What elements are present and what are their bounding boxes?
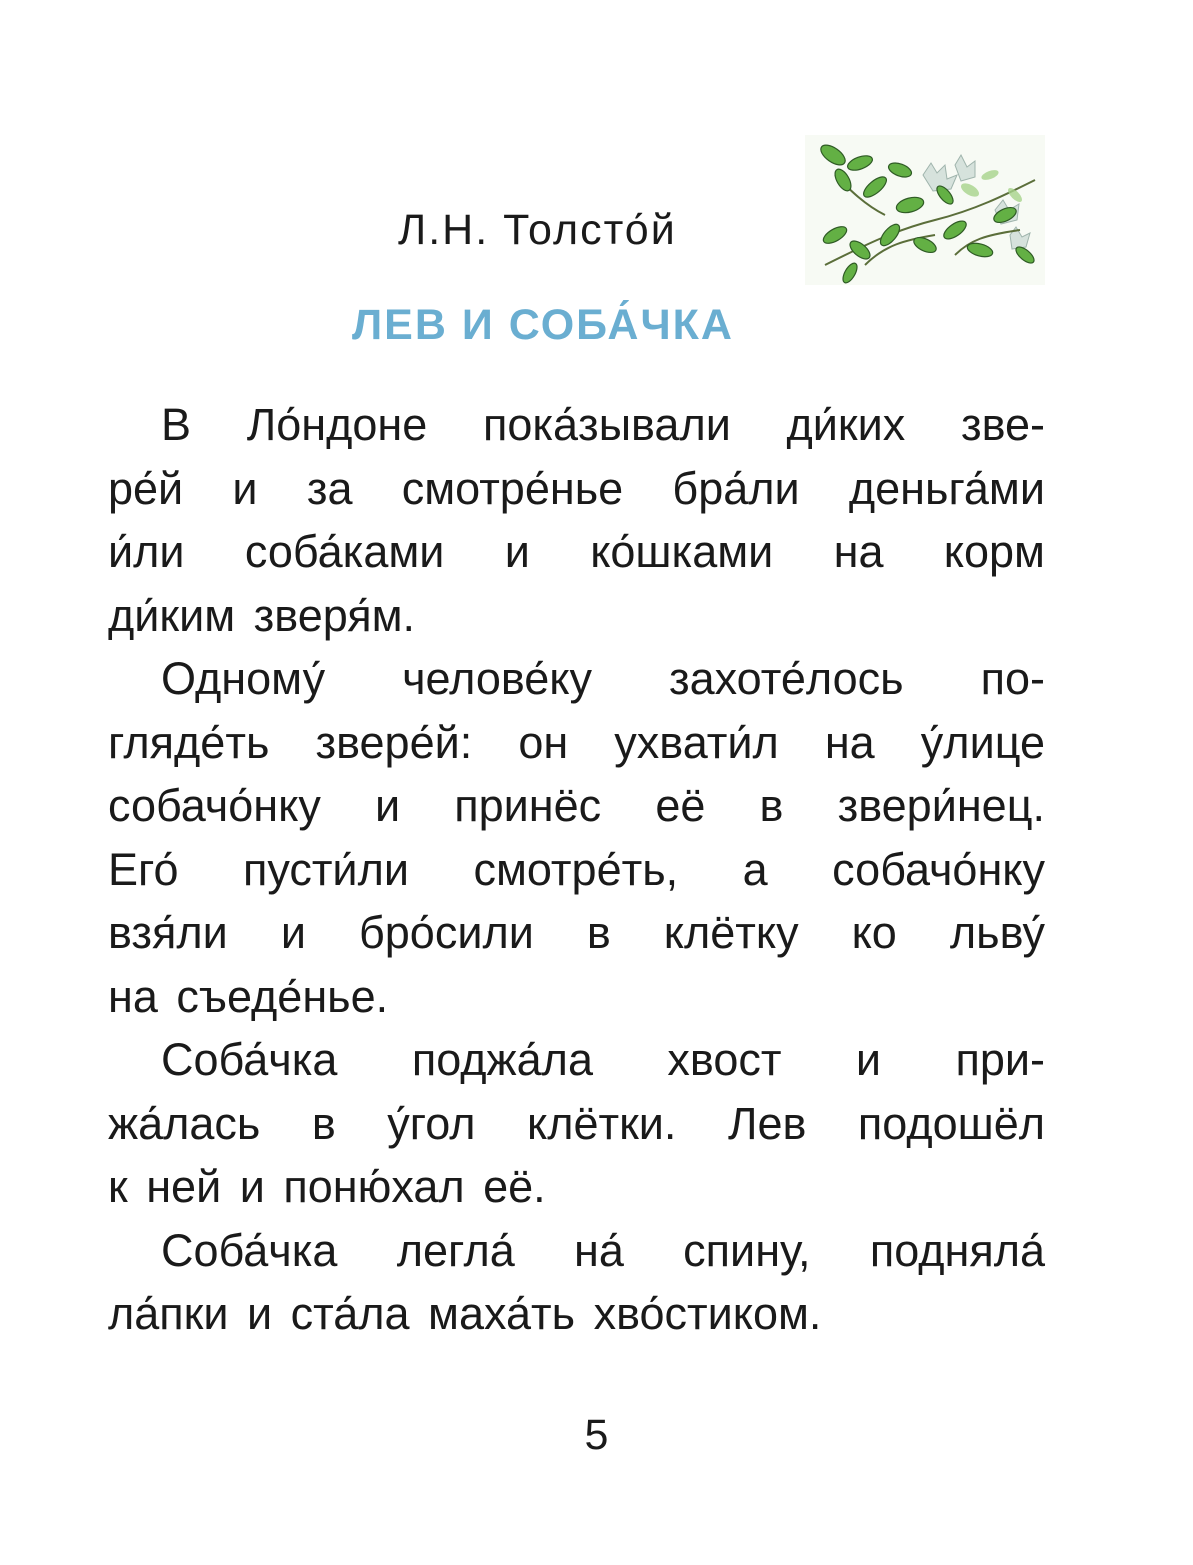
text-line: ла́пки и ста́ла маха́ть хво́стиком. <box>108 1288 822 1339</box>
text-line: Одному́ челове́ку захоте́лось по- <box>161 653 1045 704</box>
text-line: жа́лась в у́гол клётки. Лев подошёл <box>108 1097 1045 1149</box>
text-line: В Ло́ндоне пока́зывали ди́ких зве- <box>161 399 1045 450</box>
text-line: Соба́чка поджа́ла хвост и при- <box>161 1034 1045 1085</box>
leafy-branch-illustration <box>805 135 1045 285</box>
text-line: Его́ пусти́ли смотре́ть, а собачо́нку <box>108 843 1045 895</box>
text-line: и́ли соба́ками и ко́шками на корм <box>108 526 1045 577</box>
text-line: взя́ли и бро́сили в клётку ко льву́ <box>108 907 1045 958</box>
author-name: Л.Н. Толсто́й <box>398 206 677 254</box>
page-number: 5 <box>584 1411 609 1459</box>
text-line: на съеде́нье. <box>108 970 389 1022</box>
story-body <box>108 393 1045 1346</box>
text-line: Соба́чка легла́ на́ спину, подняла́ <box>161 1224 1045 1276</box>
text-line: гляде́ть звере́й: он ухвати́л на у́лице <box>108 716 1045 768</box>
text-line: ди́ким зверя́м. <box>108 589 416 641</box>
text-line: к ней и поню́хал её. <box>108 1161 546 1212</box>
text-line: ре́й и за смотре́нье бра́ли деньга́ми <box>108 462 1045 514</box>
story-title: ЛЕВ И СОБА́ЧКА <box>352 301 734 349</box>
text-line: собачо́нку и принёс её в звери́нец. <box>108 780 1045 831</box>
